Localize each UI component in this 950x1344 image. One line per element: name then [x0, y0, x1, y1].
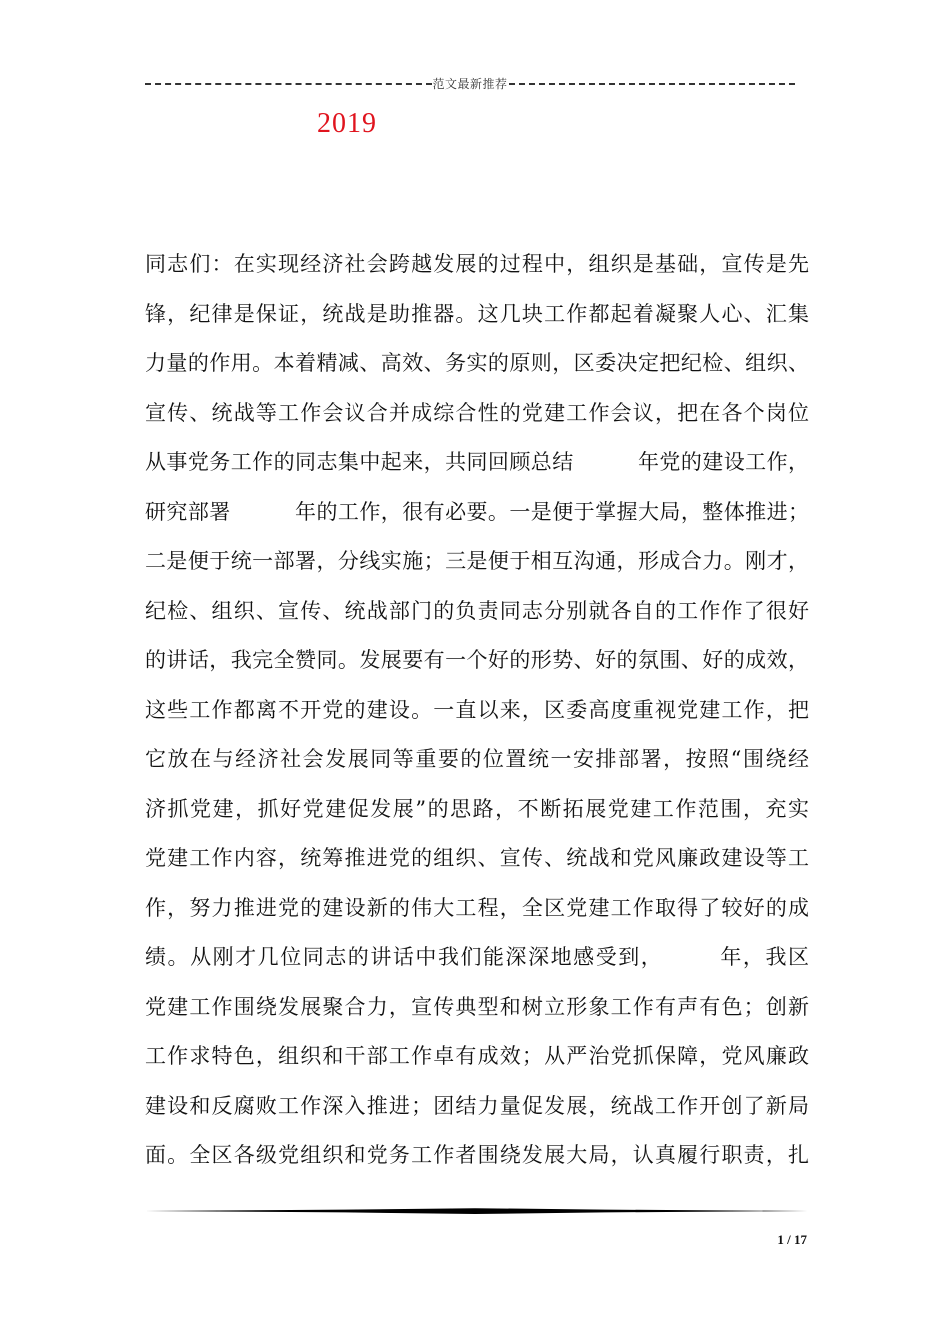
body-text: [145, 240, 809, 1181]
body-line: 党建工作内容，统筹推进党的组织、宣传、统战和党风廉政建设等工: [145, 846, 809, 870]
body-line: 力量的作用。本着精减、高效、务实的原则，区委决定把纪检、组织、: [145, 351, 809, 375]
body-line: 面。全区各级党组织和党务工作者围绕发展大局，认真履行职责，扎: [145, 1143, 809, 1167]
body-line: 绩。从刚才几位同志的讲话中我们能深深地感受到， 年，我区: [145, 945, 809, 969]
page-number: 1 / 17: [777, 1232, 807, 1247]
body-line: 纪检、组织、宣传、统战部门的负责同志分别就各自的工作作了很好: [145, 598, 809, 623]
page-header: [145, 74, 795, 92]
body-line: 建设和反腐败工作深入推进；团结力量促发展，统战工作开创了新局: [145, 1093, 809, 1118]
body-line: 宣传、统战等工作会议合并成综合性的党建工作会议，把在各个岗位: [145, 400, 809, 425]
body-line: 二是便于统一部署，分线实施；三是便于相互沟通，形成合力。刚才，: [145, 549, 809, 573]
body-line: 的讲话，我完全赞同。发展要有一个好的形势、好的氛围、好的成效，: [145, 648, 809, 672]
header-dash-left: [145, 83, 432, 85]
body-line: 锋，纪律是保证，统战是助推器。这几块工作都起着凝聚人心、汇集: [145, 301, 809, 326]
header-label: 范文最新推荐: [432, 76, 508, 91]
document-title: 2019: [317, 108, 377, 139]
body-line: 同志们：在实现经济社会跨越发展的过程中，组织是基础，宣传是先: [145, 252, 809, 276]
body-line: 从事党务工作的同志集中起来，共同回顾总结 年党的建设工作，: [145, 450, 809, 474]
body-line: 研究部署 年的工作，很有必要。一是便于掌握大局，整体推进；: [145, 499, 809, 524]
body-line: 这些工作都离不开党的建设。一直以来，区委高度重视党建工作，把: [145, 697, 809, 722]
footer-divider: [145, 1207, 808, 1215]
body-line: 党建工作围绕发展聚合力，宣传典型和树立形象工作有声有色；创新: [145, 994, 809, 1019]
body-line: 工作求特色，组织和干部工作卓有成效；从严治党抓保障，党风廉政: [145, 1044, 809, 1068]
header-dash-right: [509, 83, 796, 85]
body-line: 作，努力推进党的建设新的伟大工程，全区党建工作取得了较好的成: [145, 895, 809, 920]
body-line: 济抓党建，抓好党建促发展”的思路，不断拓展党建工作范围，充实: [145, 796, 809, 821]
body-line: 它放在与经济社会发展同等重要的位置统一安排部署，按照“围绕经: [145, 747, 809, 771]
